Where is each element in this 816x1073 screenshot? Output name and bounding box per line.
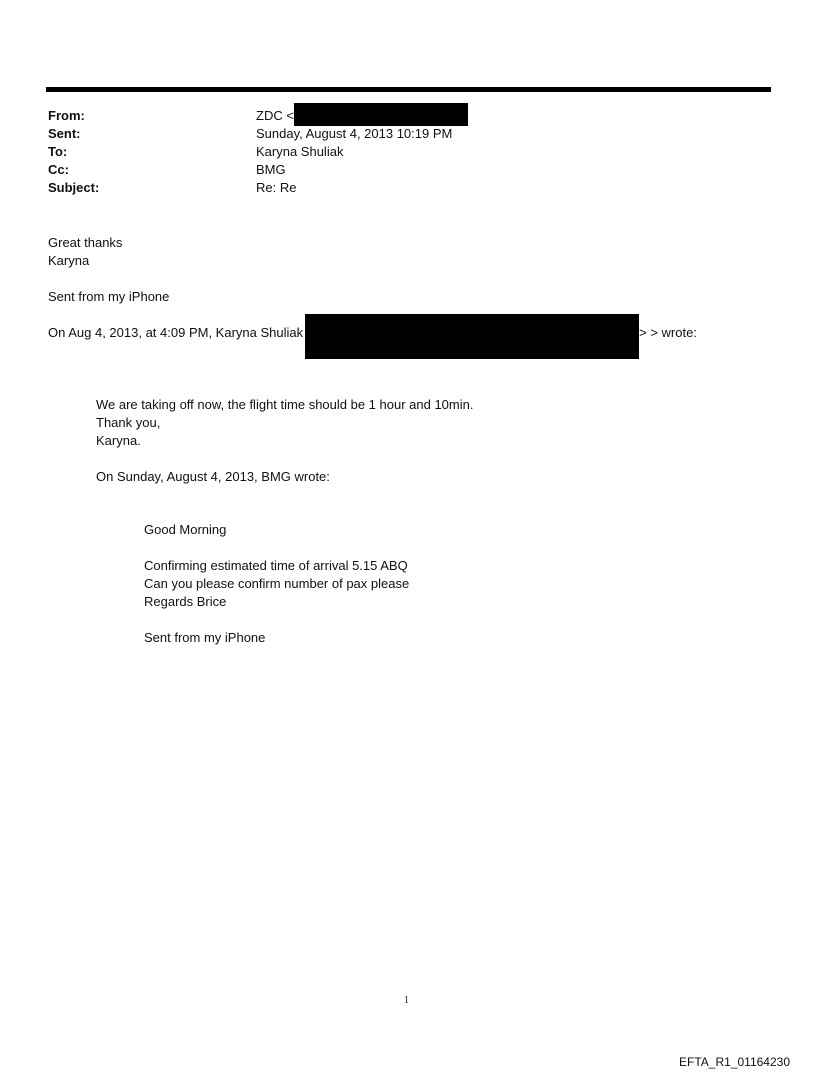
body-line-2: Karyna [48,253,90,268]
sent-label: Sent: [48,126,81,141]
bates-number: EFTA_R1_01164230 [679,1055,790,1069]
quoted-1-line-2: Thank you, [96,415,161,430]
reply-intro-start: On Aug 4, 2013, at 4:09 PM, Karyna Shuliak [48,325,304,340]
page-number: 1 [404,995,409,1006]
from-value [256,107,468,126]
reply-intro-end: > > wrote: [639,325,697,340]
quoted-1-line-1: We are taking off now, the flight time should be 1 hour and 10min. [96,397,474,412]
quoted-2-line-1: Good Morning [144,522,227,537]
subject-row [48,179,748,197]
sent-value: Sunday, August 4, 2013 10:19 PM [256,126,453,141]
subject-label: Subject: [48,180,100,195]
subject-value: Re: Re [256,180,297,195]
cc-value: BMG [256,162,286,177]
quoted-2-line-3: Can you please confirm number of pax please [144,576,410,591]
to-value: Karyna Shuliak [256,144,344,159]
quoted-2-line-4: Regards Brice [144,594,227,609]
quoted-1-reply-intro: On Sunday, August 4, 2013, BMG wrote: [96,469,330,484]
quoted-1-line-3: Karyna. [96,433,141,448]
reply-redaction-box [305,314,639,359]
email-header [48,107,748,197]
quoted-2-line-2: Confirming estimated time of arrival 5.15 ABQ [144,558,408,573]
from-row [48,107,748,125]
from-sender: ZDC < [256,108,294,123]
quoted-2-signature: Sent from my iPhone [144,630,266,645]
to-label: To: [48,144,68,159]
body-signature: Sent from my iPhone [48,289,170,304]
header-rule [46,87,771,92]
to-row [48,143,748,161]
from-label: From: [48,108,85,123]
body-line-1: Great thanks [48,235,123,250]
cc-label: Cc: [48,162,69,177]
sent-row [48,125,748,143]
cc-row [48,161,748,179]
from-redaction-box [294,103,468,126]
reply-intro [48,324,697,359]
